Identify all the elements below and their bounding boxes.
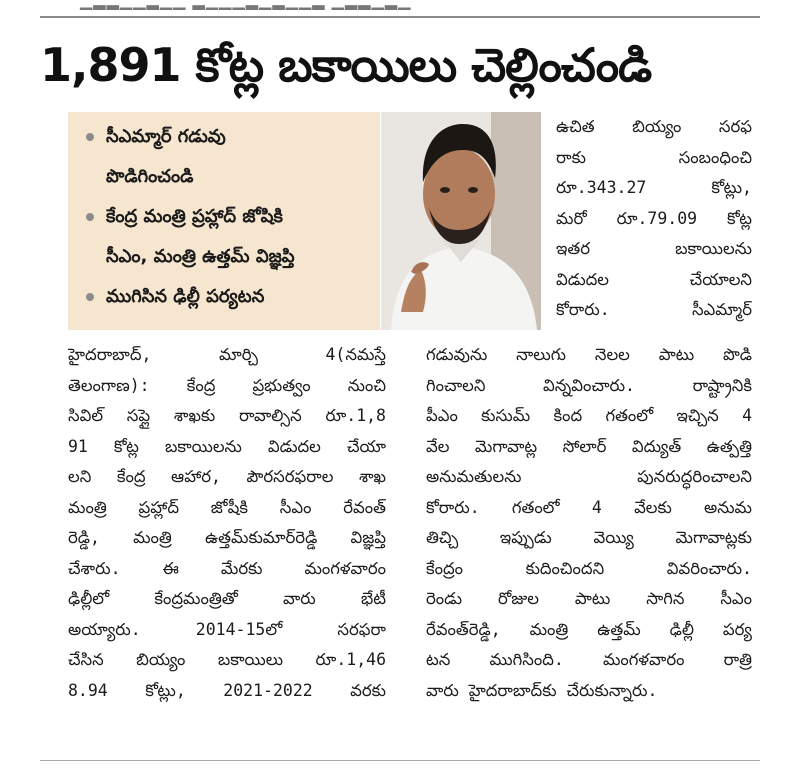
person-portrait-icon [381,112,541,330]
highlight-item: ముగిసిన ఢిల్లీ పర్యటన [86,282,264,312]
highlight-item: సీఎమ్మార్ గడువు [86,122,226,152]
highlight-item-continued: సీఎం, మంత్రి ఉత్తమ్ విజ్ఞప్తి [106,246,295,267]
bottom-rule [40,760,760,761]
body-left: హైదరాబాద్, మార్చి 4(నమస్తే తెలంగాణ): కేంద్ర ప్రభుత్వం నుంచి సివిల్ సప్లై శాఖకు రావాల్సిన రూ.1,8 91 కోట్ల బకాయిలను విడుదల చేయా లని కేంద్ర ఆహార, పౌరసరఫరాల శాఖ మంత్రి ప్రహ్లాద్ జోషీకి సీఎం రేవంత్ రెడ్డి, మంత్రి ఉత్తమ్‌కుమార్‌రెడ్డి విజ్ఞప్తి చేశారు. ఈ మేరకు మంగళవారం ఢిల్లీలో కేంద్రమంత్రితో వారు భేటీ అయ్యారు. 2014-15లో సరఫరా చేసిన బియ్యం బకాయిలు రూ.1,46 8.94 కోట్లు, 2021-2022 వరకు [68,345,386,700]
body-right: గడువును నాలుగు నెలల పాటు పొడి గించాలని విన్నవించారు. రాష్ట్రానికి పీఎం కుసుమ్ కింద గతంలో ఇచ్చిన 4 వేల మెగావాట్ల సోలార్ విద్యుత్ ఉత్పత్తి అనుమతులను పునరుద్ధరించాలని కోరారు. గతంలో 4 వేలకు అనుమ తిచ్చి ఇప్పుడు వెయ్యి మెగావాట్లకు కేంద్రం కుదించిందని వివరించారు. రెండు రోజుల పాటు సాగిన సీఎం రేవంత్‌రెడ్డి, మంత్రి ఉత్తమ్ ఢిల్లీ పర్య టన ముగిసింది. మంగళవారం రాత్రి వారు హైదరాబాద్‌కు చేరుకున్నారు. [426,345,752,700]
bullet-icon [86,293,94,301]
body-right-top: ఉచిత బియ్యం సరఫ రాకు సంబంధించి రూ.343.27 కోట్లు, మరో రూ.79.09 కోట్ల ఇతర బకాయిలను విడుదల చేయాలని కోరారు. సీఎమ్మార్ [556,117,752,319]
highlight-item: కేంద్ర మంత్రి ప్రహ్లాద్ జోషికి [86,202,283,232]
portrait-photo [381,112,541,330]
highlights-box [68,112,380,330]
headline: 1,891 కోట్ల బకాయిలు చెల్లించండి [40,38,652,92]
highlight-item-continued: పొడిగించండి [106,166,194,187]
bullet-icon [86,213,94,221]
bullet-icon [86,133,94,141]
top-rule [40,16,760,18]
cropped-previous-line: ▁▂▂▁▁▂▁▁ ▂▁▁▁▂▁▂▁▁▂ ▁▂▂▁▂▁ [80,0,412,10]
